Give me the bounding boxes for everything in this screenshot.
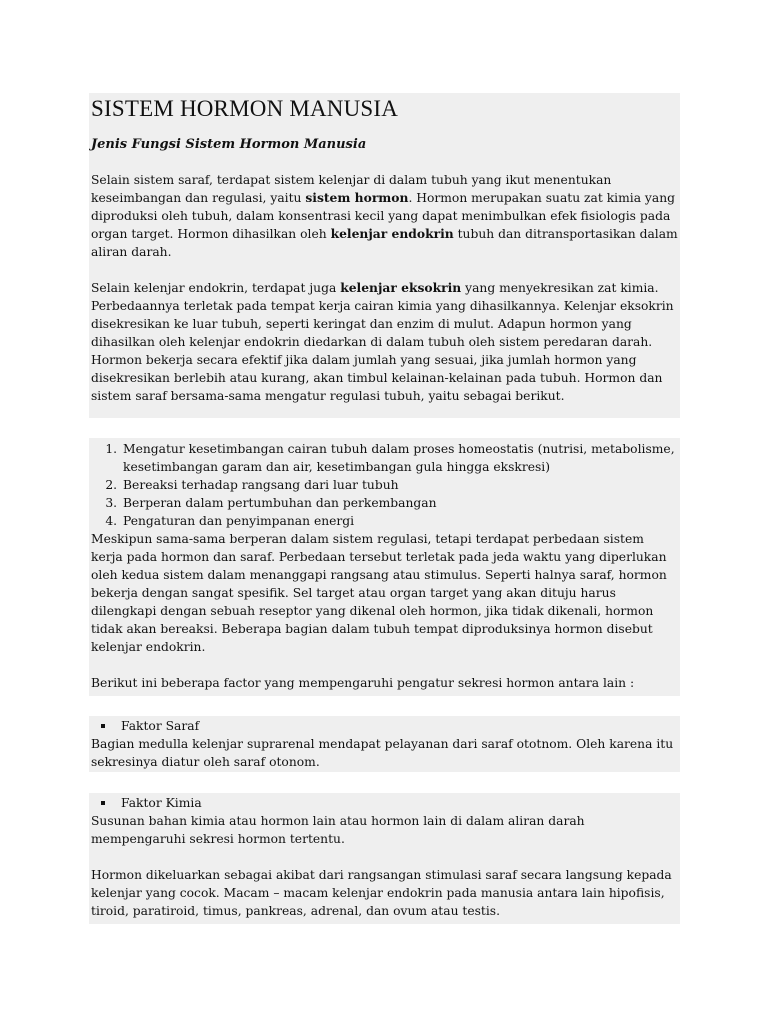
paragraph-eksokrin: Selain kelenjar endokrin, terdapat juga kelenjar eksokrin yang menyekresikan zat kimia. Perbedaannya terletak pada tempat kerja cairan kimia yang dihasilkannya. Kelenjar eksokrin disekresikan ke luar tubuh, seperti keringat dan enzim di mulut. Adapun hormon yang dihasilkan oleh kelenjar endokrin diedarkan di dalam tubuh oleh sistem peredaran darah. Hormon bekerja secara efektif jika dalam jumlah yang sesuai, jika jumlah hormon yang disekresikan berlebih atau kurang, akan timbul kelainan-kelainan pada tubuh. Hormon dan sistem saraf bersama-sama mengatur regulasi tubuh, yaitu sebagai berikut. [91,280,674,403]
regulation-list [91,440,678,530]
bullet-faktor-kimia: Faktor Kimia [91,794,678,812]
list-item: 4. Pengaturan dan penyimpanan energi [121,512,678,530]
section-faktor-kimia [89,793,680,924]
list-item: 3. Berperan dalam pertumbuhan dan perkembangan [121,494,678,512]
term-kelenjar-endokrin: kelenjar endokrin [330,226,454,241]
square-bullet-icon [101,724,105,728]
paragraph-faktor-saraf: Bagian medulla kelenjar suprarenal mendapat pelayanan dari saraf ototnom. Oleh karena itu sekresinya diatur oleh saraf otonom. [91,737,674,769]
list-item: 1. Mengatur kesetimbangan cairan tubuh dalam proses homeostatis (nutrisi, metabolisme, kesetimbangan garam dan air, kesetimbangan gula hingga ekskresi) [121,440,678,476]
section-intro [89,93,680,418]
paragraph-intro: Selain sistem saraf, terdapat sistem kelenjar di dalam tubuh yang ikut menentukan keseimbangan dan regulasi, yaitu sistem hormon. Hormon merupakan suatu zat kimia yang diproduksi oleh tubuh, dalam konsentrasi kecil yang dapat menimbulkan efek fisiologis pada organ target. Hormon dihasilkan oleh kelenjar endokrin tubuh dan ditransportasikan dalam aliran darah. [91,173,678,259]
bullet-faktor-saraf: Faktor Saraf [91,717,678,735]
term-kelenjar-eksokrin: kelenjar eksokrin [340,280,462,295]
list-item: 2. Bereaksi terhadap rangsang dari luar tubuh [121,476,678,494]
page-title: SISTEM HORMON MANUSIA [91,96,399,121]
paragraph-faktor-kimia: Susunan bahan kimia atau hormon lain atau hormon lain di dalam aliran darah mempengaruhi sekresi hormon tertentu. [91,814,585,846]
section-faktor-saraf [89,716,680,772]
term-sistem-hormon: sistem hormon [305,190,409,205]
paragraph-difference: Meskipun sama-sama berperan dalam sistem regulasi, tetapi terdapat perbedaan sistem kerja pada hormon dan saraf. Perbedaan tersebut terletak pada jeda waktu yang diperlukan oleh kedua sistem dalam menanggapi rangsang atau stimulus. Seperti halnya saraf, hormon bekerja dengan sangat spesifik. Sel target atau organ target yang akan dituju harus dilengkapi dengan sebuah reseptor yang dikenal oleh hormon, jika tidak dikenali, hormon tidak akan bereaksi. Beberapa bagian dalam tubuh tempat diproduksinya hormon disebut kelenjar endokrin. [91,532,667,654]
section-subtitle: Jenis Fungsi Sistem Hormon Manusia [91,137,367,152]
paragraph-closing: Hormon dikeluarkan sebagai akibat dari rangsangan stimulasi saraf secara langsung kepada kelenjar yang cocok. Macam – macam kelenjar endokrin pada manusia antara lain hipofisis, tiroid, paratiroid, timus, pankreas, adrenal, dan ovum atau testis. [91,868,672,918]
paragraph-factors-intro: Berikut ini beberapa factor yang mempengaruhi pengatur sekresi hormon antara lain : [91,676,635,690]
square-bullet-icon [101,801,105,805]
section-regulation [89,438,680,696]
